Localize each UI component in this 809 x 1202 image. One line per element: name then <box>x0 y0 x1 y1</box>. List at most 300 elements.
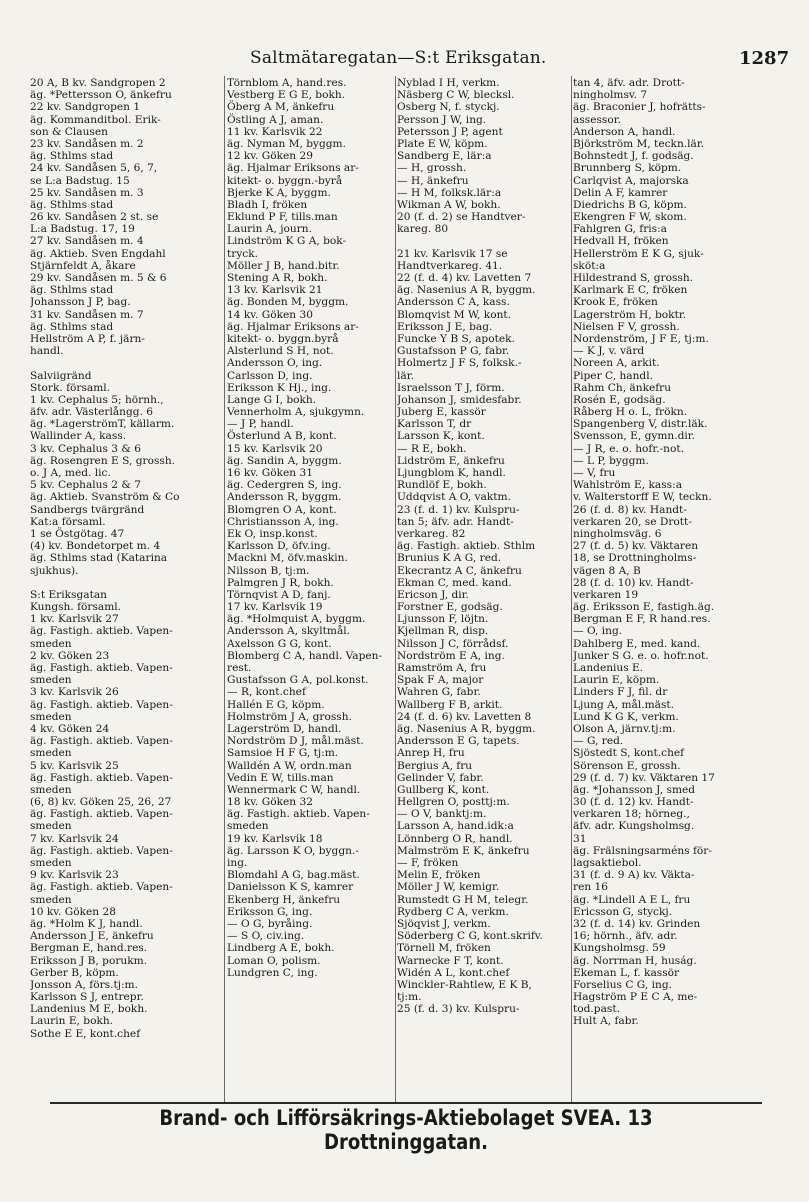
directory-entry-line: 10 kv. Göken 28 <box>30 905 116 918</box>
directory-entry-line: 29 (f. d. 7) kv. Väktaren 17 <box>573 771 715 784</box>
directory-entry-line: Hult A, fabr. <box>573 1015 639 1028</box>
directory-entry-line: 27 kv. Sandåsen m. 4 <box>30 235 144 248</box>
directory-entry-line: äg. Fastigh. aktieb. Vapen- <box>30 698 173 711</box>
directory-entry-line: 26 (f. d. 8) kv. Handt- <box>573 503 687 516</box>
directory-entry-line: Samsioe H F G, tj:m. <box>227 747 339 760</box>
directory-entry-line: Johanson J, smidesfabr. <box>397 393 522 406</box>
directory-entry-line: Lagerström H, boktr. <box>573 308 687 321</box>
directory-entry-line: äg. Aktieb. Sven Engdahl <box>30 247 166 260</box>
directory-entry-line: 29 kv. Sandåsen m. 5 & 6 <box>30 272 167 284</box>
directory-entry-line: 2 kv. Göken 23 <box>30 649 110 662</box>
directory-entry-line: 22 (f. d. 4) kv. Lavetten 7 <box>397 272 532 284</box>
directory-entry-line: Rydberg C A, verkm. <box>397 905 509 918</box>
directory-entry-line: 20 A, B kv. Sandgropen 2 <box>30 77 166 89</box>
directory-entry-line: Forstner E, godsäg. <box>397 601 503 614</box>
directory-entry-line: Spak F A, major <box>397 674 484 687</box>
directory-entry-line: Anrep H, fru <box>397 747 465 760</box>
directory-entry-line: 18 kv. Göken 32 <box>227 796 313 809</box>
directory-entry-line: 17 kv. Karlsvik 19 <box>227 601 323 614</box>
directory-entry-line: — O V, banktj:m. <box>397 808 487 821</box>
directory-entry-line: Melin E, fröken <box>397 869 481 882</box>
directory-entry-line: assessor. <box>573 113 621 126</box>
directory-entry-line: smeden <box>30 747 72 760</box>
directory-entry-line: 32 (f. d. 14) kv. Grinden <box>573 917 701 930</box>
directory-entry-line: äg. Kommanditbol. Erik- <box>30 113 161 126</box>
directory-entry-line: Spangenberg V, distr.läk. <box>573 418 708 431</box>
directory-entry-line: kitekt- o. byggn.byrå <box>227 332 339 345</box>
directory-entry-line: äg. *Pettersson O, änkefru <box>30 89 172 102</box>
directory-entry-line: Larsson A, hand.idk:a <box>397 820 514 833</box>
directory-entry-line: handl. <box>30 345 64 358</box>
directory-entry-line: 14 kv. Göken 30 <box>227 308 313 321</box>
directory-entry-line: Bergman E, hand.res. <box>30 942 148 955</box>
directory-entry-line: Linders F J, fil. dr <box>573 686 668 699</box>
directory-entry-line: Handtverkareg. 41. <box>397 259 503 272</box>
directory-entry-line: tj:m. <box>397 991 422 1004</box>
directory-entry-line: Ekman C, med. kand. <box>397 576 512 589</box>
directory-entry-line: äg. *Holm K J, handl. <box>30 917 143 930</box>
directory-entry-line: (4) kv. Bondetorpet m. 4 <box>30 540 161 553</box>
directory-entry-line: äg. Sthlms stad (Katarina <box>30 552 168 565</box>
directory-entry-line: 24 kv. Sandåsen 5, 6, 7, <box>30 162 158 175</box>
directory-entry-line: Eklund P F, tills.man <box>227 211 338 224</box>
directory-entry-line: Laurin A, journ. <box>227 223 312 236</box>
directory-entry-line: Ljung A, mål.mäst. <box>573 698 675 711</box>
directory-entry-line: lär. <box>397 369 414 382</box>
directory-entry-line: Persson J W, ing. <box>397 113 487 126</box>
directory-entry-line: Andersson E G, tapets. <box>397 735 520 748</box>
directory-entry-line: Delin A F, kamrer <box>573 186 668 199</box>
directory-column-1 <box>30 77 222 1040</box>
directory-entry-line: Nilsson B, tj:m. <box>227 564 310 577</box>
directory-entry-line: äfv. adr. Kungsholmsg. <box>573 820 695 833</box>
directory-entry-line: Sjöqvist J, verkm. <box>397 917 491 930</box>
directory-entry-line: Nielsen F V, grossh. <box>573 320 680 333</box>
directory-entry-line: Bohnstedt J, f. godsäg. <box>573 150 694 163</box>
directory-entry-line: Christiansson A, ing. <box>227 515 339 528</box>
directory-entry-line: 7 kv. Karlsvik 24 <box>30 832 119 845</box>
directory-entry-line: äg. Frälsningsarméns för- <box>573 844 712 857</box>
directory-entry-line: 1 se Östgötag. 47 <box>30 527 125 540</box>
directory-entry-line: äg. Fastigh. aktieb. Vapen- <box>30 662 173 674</box>
directory-entry-line: Törnqvist A D, fanj. <box>227 588 331 601</box>
directory-entry-line: Eriksson G, ing. <box>227 905 313 918</box>
directory-entry-line: äg. Sthlms stad <box>30 150 114 163</box>
directory-entry-line: Lund K G K, verkm. <box>573 710 679 723</box>
directory-entry-line: Karlsson T, dr <box>397 418 472 431</box>
directory-entry-line: Mackni M, öfv.maskin. <box>227 552 348 565</box>
advertisement-banner <box>50 1102 762 1154</box>
directory-entry-line: vägen 8 A, B <box>573 564 641 577</box>
directory-entry-line: Brunius K A G, red. <box>397 552 502 565</box>
directory-entry-line: äg. Aktieb. Svanström & Co <box>30 491 180 504</box>
directory-entry-line: Österlund A B, kont. <box>227 430 337 443</box>
directory-entry-line: Björkström M, teckn.lär. <box>573 137 705 150</box>
directory-entry-line: Östling A J, aman. <box>227 113 324 126</box>
directory-entry-line: 5 kv. Karlsvik 25 <box>30 759 119 772</box>
directory-entry-line: äg. Sandin A, byggm. <box>227 454 342 467</box>
directory-entry-line: Kat:a församl. <box>30 515 106 528</box>
directory-entry-line: 15 kv. Karlsvik 20 <box>227 442 323 455</box>
directory-entry-line: tan 4, äfv. adr. Drott- <box>573 77 685 89</box>
directory-entry-line: Karlsson S J, entrepr. <box>30 991 144 1004</box>
directory-entry-line: Holmertz J F S, folksk.- <box>397 357 522 370</box>
directory-entry-line: 16; hörnh., äfv. adr. <box>573 930 678 943</box>
directory-entry-line: Andersson C A, kass. <box>397 296 510 309</box>
directory-entry-line: — F, fröken <box>397 857 459 869</box>
directory-entry-line: — R, kont.chef <box>227 686 306 699</box>
directory-entry-line: tryck. <box>227 247 259 260</box>
directory-entry-line: Nyblad I H, verkm. <box>397 77 500 89</box>
directory-entry-line <box>30 577 222 589</box>
directory-entry-line: Hellerström E K G, sjuk- <box>573 247 704 260</box>
directory-entry-line: smeden <box>30 637 72 650</box>
directory-entry-line: smeden <box>30 820 72 833</box>
directory-entry-line: äg. Sthlms stad <box>30 284 114 297</box>
directory-entry-line: 16 kv. Göken 31 <box>227 467 313 479</box>
directory-entry-line: Vedin E W, tills.man <box>227 771 334 784</box>
directory-entry-line: v. Walterstorff E W, teckn. <box>573 491 712 504</box>
directory-entry-line: äg. Nasenius A R, byggm. <box>397 722 536 735</box>
column-divider <box>571 76 572 1102</box>
directory-entry-line: Lagerström D, handl. <box>227 722 342 735</box>
directory-entry-line: äg. *LagerströmT, källarm. <box>30 418 175 431</box>
page-header <box>0 48 809 72</box>
directory-entry-line: 20 (f. d. 2) se Handtver- <box>397 211 526 224</box>
directory-entry-line: Larsson K, kont. <box>397 430 485 443</box>
directory-entry-line: äg. Nasenius A R, byggm. <box>397 284 536 297</box>
directory-entry-line: Svensson, E, gymn.dir. <box>573 430 696 443</box>
directory-entry-line: Gustafsson G A, pol.konst. <box>227 674 369 687</box>
directory-entry-line: 25 (f. d. 3) kv. Kulspru- <box>397 1003 520 1016</box>
directory-entry-line: Blomberg C A, handl. Vapen- <box>227 649 383 662</box>
directory-entry-line: Wallinder A, kass. <box>30 430 127 443</box>
directory-entry-line: Gustafsson P G, fabr. <box>397 345 510 358</box>
directory-entry-line: äg. Sthlms stad <box>30 320 114 333</box>
directory-entry-line: 31 kv. Sandåsen m. 7 <box>30 308 144 321</box>
directory-entry-line: 31 <box>573 832 587 845</box>
directory-entry-line: Walldén A W, ordn.man <box>227 759 352 772</box>
directory-entry-line: Bjerke K A, byggm. <box>227 186 331 199</box>
directory-entry-line: Karlmark E C, fröken <box>573 284 688 297</box>
directory-entry-line: Olson A, järnv.tj:m. <box>573 722 676 735</box>
directory-entry-line: äg. *Johansson J, smed <box>573 783 696 796</box>
directory-entry-line: Sandberg E, lär:a <box>397 150 492 163</box>
directory-entry-line: kareg. 80 <box>397 223 449 236</box>
directory-entry-line: Lönnberg O R, handl. <box>397 832 513 845</box>
directory-entry-line: Kungsh. församl. <box>30 601 122 614</box>
directory-entry-line: ing. <box>227 857 248 869</box>
directory-entry-line: tod.past. <box>573 1003 620 1016</box>
directory-entry-line: Näsberg C W, blecksl. <box>397 89 515 102</box>
directory-entry-line: Junker S G. e. o. hofr.not. <box>573 649 709 662</box>
directory-entry-line: Nilsson J C, förrådsf. <box>397 637 509 650</box>
directory-entry-line: verkaren 19 <box>573 588 639 601</box>
directory-entry-line: smeden <box>30 783 72 796</box>
directory-entry-line: Wahlström E, kass:a <box>573 479 683 492</box>
directory-entry-line: Söderberg C G, kont.skrifv. <box>397 930 543 943</box>
directory-entry-line: äg. Fastigh. aktieb. Vapen- <box>30 735 173 748</box>
directory-entry-line: Nordström D J, mål.mäst. <box>227 735 364 748</box>
directory-entry-line: rest. <box>227 662 252 674</box>
directory-column-2 <box>227 77 395 979</box>
directory-entry-line: (6, 8) kv. Göken 25, 26, 27 <box>30 796 172 809</box>
directory-entry-line: Plate E W, köpm. <box>397 137 488 150</box>
directory-entry-line <box>397 235 569 247</box>
directory-entry-line: Uddqvist A O, vaktm. <box>397 491 511 504</box>
directory-entry-line: Råberg H o. L, frökn. <box>573 406 688 419</box>
directory-entry-line: — J P, handl. <box>227 418 294 431</box>
directory-entry-line: 18, se Drottningholms- <box>573 552 697 565</box>
directory-entry-line: äg. *Holmquist A, byggm. <box>227 613 366 626</box>
directory-entry-line: Piper C, handl. <box>573 369 653 382</box>
directory-entry-line: Stork. församl. <box>30 381 111 394</box>
directory-entry-line: Andersson J E, änkefru <box>30 930 154 943</box>
directory-entry-line: Rosén E, godsäg. <box>573 393 666 406</box>
directory-entry-line: 1 kv. Karlsvik 27 <box>30 613 119 626</box>
directory-entry-line: äg. Fastigh. aktieb. Vapen- <box>30 771 173 784</box>
directory-entry-line: Dahlberg E, med. kand. <box>573 637 701 650</box>
directory-entry-line: Ekengren F W, skom. <box>573 211 687 224</box>
directory-entry-line: lagsaktiebol. <box>573 857 642 869</box>
directory-entry-line: — J R, e. o. hofr.-not. <box>573 442 685 455</box>
directory-entry-line: Hallén E G, köpm. <box>227 698 325 711</box>
directory-entry-line: Bergius A, fru <box>397 759 473 772</box>
directory-entry-line: Sjöstedt S, kont.chef <box>573 747 685 760</box>
directory-entry-line: — K J, v. värd <box>573 345 645 358</box>
directory-entry-line: Carlsson D, ing. <box>227 369 313 382</box>
directory-entry-line: Lundgren C, ing. <box>227 966 318 979</box>
directory-entry-line: äg. Bonden M, byggm. <box>227 296 349 309</box>
directory-entry-line: — O G, byråing. <box>227 917 313 930</box>
directory-entry-line: L:a Badstug. 17, 19 <box>30 223 135 236</box>
directory-entry-line: Andersson O, ing. <box>227 357 323 370</box>
directory-entry-line: smeden <box>30 893 72 906</box>
directory-entry-line: äg. Cedergren S, ing. <box>227 479 342 492</box>
directory-entry-line: äg. Nyman M, byggm. <box>227 137 346 150</box>
directory-entry-line: — H, grossh. <box>397 162 467 175</box>
directory-entry-line: Lindberg A E, bokh. <box>227 942 335 955</box>
directory-entry-line: Israelsson T J, förm. <box>397 381 505 394</box>
directory-entry-line: Rahm Ch, änkefru <box>573 381 672 394</box>
directory-entry-line: Johansson J P, bag. <box>30 296 131 309</box>
directory-entry-line: Noreen A, arkit. <box>573 357 660 370</box>
directory-entry-line: Andersson A, skyltmål. <box>227 625 351 638</box>
directory-entry-line: Carlqvist A, majorska <box>573 174 689 187</box>
directory-entry-line: Jonsson A, förs.tj:m. <box>30 978 138 991</box>
directory-entry-line: — V, fru <box>573 467 616 479</box>
directory-entry-line: Gullberg K, kont. <box>397 783 490 796</box>
directory-entry-line: äfv. adr. Västerlångg. 6 <box>30 406 154 419</box>
directory-entry-line: Salviigränd <box>30 369 92 382</box>
directory-entry-line: äg. Fastigh. aktieb. Vapen- <box>227 808 370 821</box>
directory-entry-line: äg. Fastigh. aktieb. Sthlm <box>397 540 536 553</box>
directory-entry-line: Bladh I, fröken <box>227 198 308 211</box>
directory-entry-line: 13 kv. Karlsvik 21 <box>227 284 323 297</box>
directory-entry-line: Rundlöf E, bokh. <box>397 479 487 492</box>
directory-entry-line: Osberg N, f. styckj. <box>397 101 500 114</box>
directory-entry-line: äg. Fastigh. aktieb. Vapen- <box>30 625 173 638</box>
directory-entry-line: Diedrichs B G, köpm. <box>573 198 687 211</box>
directory-entry-line: Sandbergs tvärgränd <box>30 503 145 516</box>
directory-entry-line: äg. Fastigh. aktieb. Vapen- <box>30 844 173 857</box>
directory-entry-line: 21 kv. Karlsvik 17 se <box>397 247 508 260</box>
directory-entry-line: äg. Eriksson E, fastigh.äg. <box>573 601 715 614</box>
directory-entry-line: sköt:a <box>573 259 606 272</box>
directory-entry-line: Fahlgren G, fris:a <box>573 223 667 236</box>
directory-entry-line: — R E, bokh. <box>397 442 467 455</box>
directory-entry-line: Kjellman R, disp. <box>397 625 489 638</box>
directory-entry-line: Winckler-Rahtlew, E K B, <box>397 978 532 991</box>
directory-entry-line: Sörenson E, grossh. <box>573 759 681 772</box>
directory-entry-line: Eriksson J B, porukm. <box>30 954 148 967</box>
directory-entry-line: Ericsson G, styckj. <box>573 905 673 918</box>
directory-entry-line: Wahren G, fabr. <box>397 686 481 699</box>
directory-column-4 <box>573 77 793 1028</box>
directory-entry-line: Möller J W, kemigr. <box>397 881 500 894</box>
directory-entry-line: Vestberg E G E, bokh. <box>227 89 346 102</box>
directory-entry-line: 4 kv. Göken 24 <box>30 722 110 735</box>
directory-entry-line: Brunnberg S, köpm. <box>573 162 682 175</box>
directory-entry-line: äg. Fastigh. aktieb. Vapen- <box>30 808 173 821</box>
directory-entry-line: Loman O, polism. <box>227 954 321 967</box>
directory-entry-line: tan 5; äfv. adr. Handt- <box>397 515 514 528</box>
directory-entry-line: 1 kv. Cephalus 5; hörnh., <box>30 393 164 406</box>
directory-entry-line: Törnell M, fröken <box>397 942 491 955</box>
directory-entry-line: Holmström J A, grossh. <box>227 710 352 723</box>
advertisement-text: Brand- och Lifförsäkrings-Aktiebolaget SVEA. 13 Drottninggatan. <box>159 1106 653 1154</box>
directory-entry-line: 26 kv. Sandåsen 2 st. se <box>30 211 159 224</box>
directory-entry-line: Funcke Y B S, apotek. <box>397 332 515 345</box>
directory-entry-line: Warnecke F T, kont. <box>397 954 504 967</box>
directory-entry-line: Nordenström, J F E, tj:m. <box>573 332 709 345</box>
directory-entry-line: se L:a Badstug. 15 <box>30 174 130 187</box>
directory-entry-line: — L P, byggm. <box>573 454 649 467</box>
directory-entry-line: äg. Braconier J, hofrätts- <box>573 101 706 114</box>
directory-entry-line: Ek O, insp.konst. <box>227 527 318 540</box>
directory-entry-line <box>30 357 222 369</box>
directory-entry-line: 9 kv. Karlsvik 23 <box>30 869 119 882</box>
directory-entry-line: verkaren 18; hörneg., <box>573 808 690 821</box>
directory-entry-line: Ericson J, dir. <box>397 588 469 601</box>
page-number: 1287 <box>739 48 790 69</box>
directory-entry-line: äg. Rosengren E S, grossh. <box>30 454 176 467</box>
directory-entry-line: Blomgren O A, kont. <box>227 503 337 516</box>
directory-entry-line: S:t Eriksgatan <box>30 588 107 601</box>
directory-entry-line: smeden <box>30 710 72 723</box>
page-title: Saltmätaregatan—S:t Eriksgatan. <box>250 48 547 68</box>
directory-entry-line: Blomqvist M W, kont. <box>397 308 512 321</box>
directory-entry-line: kitekt- o. byggn.-byrå <box>227 174 343 187</box>
directory-entry-line: 24 (f. d. 6) kv. Lavetten 8 <box>397 710 532 723</box>
directory-entry-line: Lidström E, änkefru <box>397 454 505 467</box>
directory-entry-line: verkareg. 82 <box>397 527 466 540</box>
directory-entry-line: äg. Sthlms stad <box>30 198 114 211</box>
directory-entry-line: Bergman E F, R hand.res. <box>573 613 711 626</box>
directory-entry-line: Malmström E K, änkefru <box>397 844 530 857</box>
directory-entry-line: Ramström A, fru <box>397 662 487 674</box>
directory-entry-line: Petersson J P, agent <box>397 125 503 138</box>
directory-entry-line: son & Clausen <box>30 125 108 138</box>
directory-entry-line: Gelinder V, fabr. <box>397 771 484 784</box>
directory-entry-line: Möller J B, hand.bitr. <box>227 259 340 272</box>
directory-entry-line: Lindström K G A, bok- <box>227 235 347 248</box>
directory-entry-line: Hagström P E C A, me- <box>573 991 698 1004</box>
directory-entry-line: 23 kv. Sandåsen m. 2 <box>30 137 144 150</box>
directory-entry-line: Forselius C G, ing. <box>573 978 672 991</box>
column-divider <box>224 76 225 1102</box>
directory-entry-line: — O, ing. <box>573 625 623 638</box>
directory-entry-line: Blomdahl A G, bag.mäst. <box>227 869 360 882</box>
directory-entry-line: 3 kv. Karlsvik 26 <box>30 686 119 699</box>
directory-entry-line: 22 kv. Sandgropen 1 <box>30 101 141 114</box>
column-divider <box>395 76 396 1102</box>
directory-entry-line: — G, red. <box>573 735 624 748</box>
directory-entry-line: Alsterlund S H, not. <box>227 345 334 358</box>
directory-entry-line: äg. Hjalmar Eriksons ar- <box>227 320 359 333</box>
directory-entry-line: Hildestrand S, grossh. <box>573 272 694 284</box>
directory-entry-line: ningholmsväg. 6 <box>573 527 662 540</box>
directory-entry-line: Wikman A W, bokh. <box>397 198 501 211</box>
directory-entry-line: äg. Larsson K O, byggn.- <box>227 844 359 857</box>
directory-entry-line: — H, änkefru <box>397 174 469 187</box>
directory-entry-line: Gerber B, köpm. <box>30 966 119 979</box>
directory-entry-line: Törnblom A, hand.res. <box>227 77 347 89</box>
directory-entry-line: Hellgren O, posttj:m. <box>397 796 510 809</box>
directory-entry-line: — S O, civ.ing. <box>227 930 305 943</box>
directory-entry-line: Vennerholm A, sjukgymn. <box>227 406 365 419</box>
directory-entry-line: Ljungblom K, handl. <box>397 467 506 479</box>
directory-entry-line: Krook E, fröken <box>573 296 658 309</box>
directory-entry-line: Nordström E A, ing. <box>397 649 505 662</box>
directory-entry-line: äg. *Lindell A E L, fru <box>573 893 691 906</box>
directory-entry-line: 30 (f. d. 12) kv. Handt- <box>573 796 694 809</box>
directory-entry-line: Hellström A P, f. järn- <box>30 332 145 345</box>
directory-entry-line: Danielsson K S, kamrer <box>227 881 354 894</box>
directory-entry-line: Stening A R, bokh. <box>227 272 328 284</box>
directory-entry-line: Juberg E, kassör <box>397 406 486 419</box>
directory-entry-line: Rumstedt G H M, telegr. <box>397 893 529 906</box>
directory-entry-line: verkaren 20, se Drott- <box>573 515 692 528</box>
directory-entry-line: 11 kv. Karlsvik 22 <box>227 125 323 138</box>
directory-entry-line: 28 (f. d. 10) kv. Handt- <box>573 576 694 589</box>
directory-entry-line: 19 kv. Karlsvik 18 <box>227 832 323 845</box>
directory-entry-line: 12 kv. Göken 29 <box>227 150 313 163</box>
directory-entry-line: Stjärnfeldt A, åkare <box>30 259 136 272</box>
directory-entry-line: Ljunsson F, löjtn. <box>397 613 489 626</box>
directory-entry-line: sjukhus). <box>30 564 79 577</box>
directory-column-3 <box>397 77 569 1015</box>
directory-entry-line: 25 kv. Sandåsen m. 3 <box>30 186 144 199</box>
directory-entry-line: Landenius E. <box>573 662 644 674</box>
directory-entry-line: Öberg A M, änkefru <box>227 101 335 114</box>
directory-entry-line: Axelsson G G, kont. <box>227 637 332 650</box>
directory-entry-line: smeden <box>30 857 72 869</box>
directory-entry-line: Karlsson D, öfv.ing. <box>227 540 331 553</box>
directory-entry-line: Eriksson J E, bag. <box>397 320 493 333</box>
directory-entry-line: ningholmsv. 7 <box>573 89 648 102</box>
directory-entry-line: 5 kv. Cephalus 2 & 7 <box>30 479 141 492</box>
directory-entry-line: Widén A L, kont.chef <box>397 966 510 979</box>
directory-entry-line: 31 (f. d. 9 A) kv. Väkta- <box>573 869 695 882</box>
directory-entry-line: Sothe E E, kont.chef <box>30 1027 141 1040</box>
directory-entry-line: Ekenberg H, änkefru <box>227 893 341 906</box>
directory-entry-line: Landenius M E, bokh. <box>30 1003 148 1016</box>
directory-entry-line: Anderson A, handl. <box>573 125 676 138</box>
directory-entry-line: äg. Norrman H, huság. <box>573 954 697 967</box>
directory-entry-line: smeden <box>30 674 72 687</box>
directory-entry-line: Lange G I, bokh. <box>227 393 317 406</box>
